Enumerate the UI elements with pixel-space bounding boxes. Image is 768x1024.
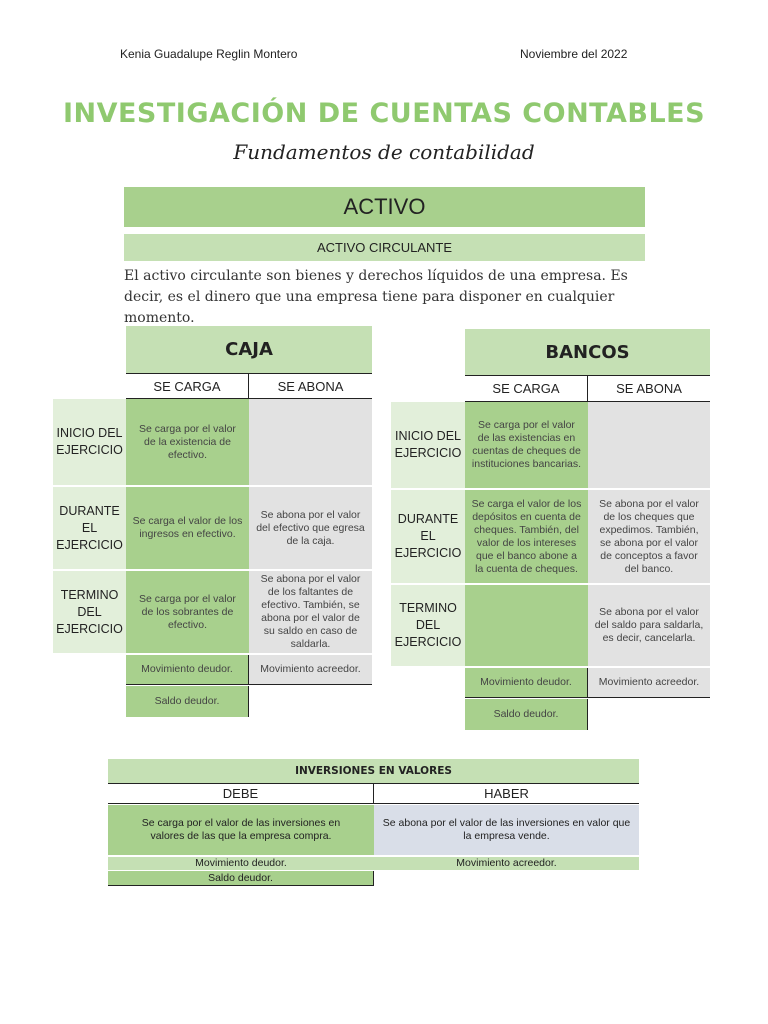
inversiones-col-debe: DEBE	[108, 783, 374, 804]
bancos-cell-abona: Se abona por el valor de los cheques que expedimos. También, se abona por el valor de conceptos a favor del banco.	[588, 490, 710, 583]
caja-row-label: TERMINO DEL EJERCICIO	[53, 571, 126, 653]
bancos-cell-carga: Se carga por el valor de las existencias en cuentas de cheques de instituciones bancarias.	[465, 402, 588, 488]
page-subtitle: Fundamentos de contabilidad	[233, 140, 535, 164]
section-heading-activo: ACTIVO	[124, 187, 645, 227]
inversiones-title: INVERSIONES EN VALORES	[108, 759, 639, 783]
bancos-row-label: INICIO DEL EJERCICIO	[391, 402, 465, 488]
inversiones-movimiento-acreedor: Movimiento acreedor.	[374, 857, 639, 870]
caja-cell-abona: Se abona por el valor del efectivo que egresa de la caja.	[249, 487, 372, 569]
inversiones-cell-haber: Se abona por el valor de las inversiones en valor que la empresa vende.	[374, 805, 639, 855]
bancos-saldo-deudor: Saldo deudor.	[465, 699, 588, 730]
caja-cell-carga: Se carga el valor de los ingresos en efectivo.	[126, 487, 249, 569]
caja-cell-carga: Se carga por el valor de los sobrantes de efectivo.	[126, 571, 249, 653]
intro-paragraph: El activo circulante son bienes y derechos líquidos de una empresa. Es decir, es el dinero que una empresa tiene para disponer en cualquier momento.	[124, 268, 628, 326]
caja-movimiento-deudor: Movimiento deudor.	[126, 655, 249, 685]
caja-saldo-deudor: Saldo deudor.	[126, 686, 249, 717]
inversiones-cell-debe: Se carga por el valor de las inversiones en valores de las que la empresa compra.	[108, 805, 374, 855]
caja-col-se-carga: SE CARGA	[126, 373, 249, 399]
bancos-title: BANCOS	[465, 329, 710, 375]
bancos-cell-abona	[588, 402, 710, 488]
bancos-row-label: DURANTE EL EJERCICIO	[391, 490, 465, 583]
inversiones-saldo-deudor: Saldo deudor.	[108, 871, 374, 886]
caja-cell-abona	[249, 399, 372, 485]
bancos-movimiento-deudor: Movimiento deudor.	[465, 668, 588, 698]
bancos-col-se-abona: SE ABONA	[588, 375, 710, 402]
caja-movimiento-acreedor: Movimiento acreedor.	[249, 655, 372, 685]
inversiones-movimiento-deudor: Movimiento deudor.	[108, 857, 374, 870]
page-title: INVESTIGACIÓN DE CUENTAS CONTABLES	[62, 98, 706, 129]
subsection-heading-activo-circulante: ACTIVO CIRCULANTE	[124, 234, 645, 261]
author-name: Kenia Guadalupe Reglin Montero	[120, 47, 298, 61]
caja-cell-abona: Se abona por el valor de los faltantes de efectivo. También, se abona por el valor de su saldo en caso de saldarla.	[249, 571, 372, 653]
bancos-cell-abona: Se abona por el valor del saldo para saldarla, es decir, cancelarla.	[588, 585, 710, 666]
inversiones-col-haber: HABER	[374, 783, 639, 804]
caja-title: CAJA	[126, 326, 372, 373]
bancos-cell-carga	[465, 585, 588, 666]
caja-col-se-abona: SE ABONA	[249, 373, 372, 399]
bancos-movimiento-acreedor: Movimiento acreedor.	[588, 668, 710, 698]
bancos-col-se-carga: SE CARGA	[465, 375, 588, 402]
bancos-cell-carga: Se carga el valor de los depósitos en cuenta de cheques. También, del valor de los intereses que el banco abone a la cuenta de cheques.	[465, 490, 588, 583]
document-date: Noviembre del 2022	[520, 47, 628, 61]
caja-row-label: DURANTE EL EJERCICIO	[53, 487, 126, 569]
bancos-row-label: TERMINO DEL EJERCICIO	[391, 585, 465, 666]
caja-cell-carga: Se carga por el valor de la existencia de efectivo.	[126, 399, 249, 485]
caja-row-label: INICIO DEL EJERCICIO	[53, 399, 126, 485]
